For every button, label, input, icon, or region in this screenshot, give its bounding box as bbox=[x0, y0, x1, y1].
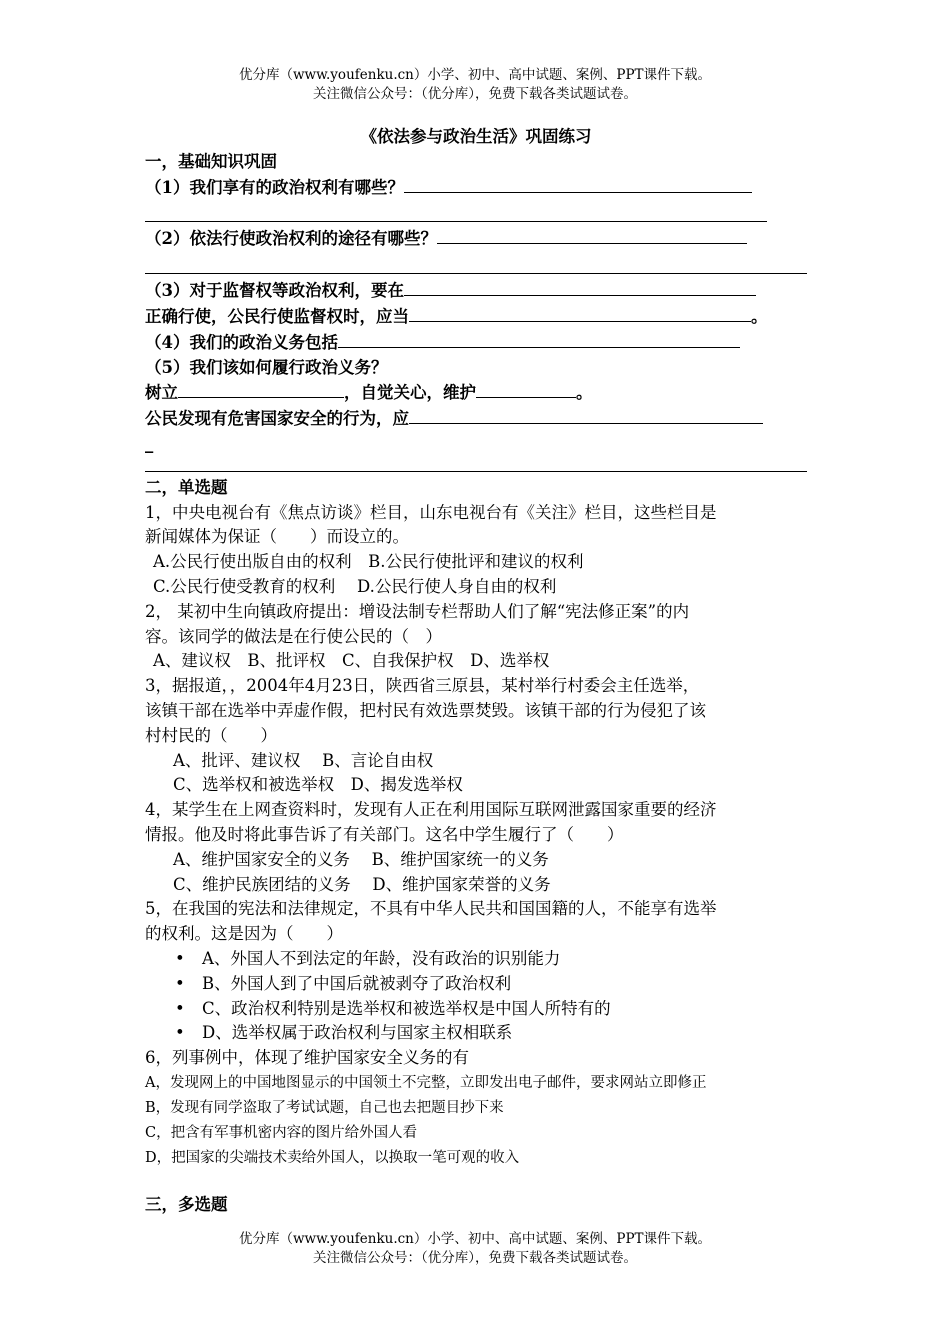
answer-line[interactable] bbox=[145, 200, 767, 222]
answer-line[interactable] bbox=[145, 252, 807, 274]
question-2-6-option-c[interactable]: C，把含有军事机密内容的图片给外国人看 bbox=[145, 1124, 418, 1141]
question-2-5-option-a[interactable] bbox=[145, 947, 807, 972]
answer-blank[interactable] bbox=[437, 226, 747, 244]
question-2-3-line-3: 村村民的（ ） bbox=[145, 725, 277, 745]
question-text: 正确行使，公民行使监督权时，应当 bbox=[145, 306, 409, 326]
punctuation: 。 bbox=[751, 306, 768, 326]
question-1-1 bbox=[145, 175, 807, 201]
option-text: C、政治权利特别是选举权和被选举权是中国人所特有的 bbox=[202, 998, 611, 1018]
question-2-3-line-2: 该镇干部在选举中弄虚作假，把村民有效选票焚毁。该镇干部的行为侵犯了该 bbox=[145, 700, 706, 720]
answer-blank[interactable] bbox=[476, 380, 576, 398]
option-text: A、外国人不到法定的年龄，没有政治的识别能力 bbox=[202, 948, 561, 968]
answer-blank[interactable] bbox=[409, 406, 763, 424]
question-2-2-line-2: 容。该同学的做法是在行使公民的（ ） bbox=[145, 626, 442, 646]
document-body bbox=[145, 125, 807, 1218]
section-1-heading: 一，基础知识巩固 bbox=[145, 151, 277, 171]
question-2-2-line-1: 2， 某初中生向镇政府提出：增设法制专栏帮助人们了解“宪法修正案”的内 bbox=[145, 601, 690, 621]
question-text: （4）我们的政治义务包括 bbox=[145, 332, 338, 352]
answer-blank[interactable] bbox=[404, 175, 752, 193]
stray-underscore: _ bbox=[145, 433, 154, 453]
question-1-5-line-b bbox=[145, 406, 807, 432]
question-2-2-options[interactable]: A、建议权 B、批评权 C、自我保护权 D、选举权 bbox=[153, 651, 550, 671]
question-2-3-options-2[interactable]: C、选举权和被选举权 D、揭发选举权 bbox=[173, 775, 463, 795]
question-2-1-options-1[interactable]: A.公民行使出版自由的权利 B.公民行使批评和建议的权利 bbox=[153, 552, 584, 572]
answer-line[interactable] bbox=[145, 457, 807, 472]
question-2-5-line-2: 的权利。这是因为（ ） bbox=[145, 924, 343, 944]
question-text: （1）我们享有的政治权利有哪些？ bbox=[145, 177, 404, 197]
question-text: （2）依法行使政治权利的途径有哪些？ bbox=[145, 229, 437, 249]
question-1-4 bbox=[145, 330, 807, 356]
question-2-1-line-2: 新闻媒体为保证（ ）而设立的。 bbox=[145, 527, 409, 547]
question-2-3-line-1: 3，据报道，，2004年4月23日，陕西省三原县，某村举行村委会主任选举， bbox=[145, 676, 700, 696]
answer-blank[interactable] bbox=[409, 304, 751, 322]
punctuation: 。 bbox=[576, 383, 593, 403]
question-text: 公民发现有危害国家安全的行为，应 bbox=[145, 409, 409, 429]
option-text: D、选举权属于政治权利与国家主权相联系 bbox=[202, 1023, 513, 1043]
section-3-heading: 三，多选题 bbox=[145, 1194, 228, 1214]
question-text: ，自觉关心，维护 bbox=[344, 383, 476, 403]
question-2-4-options-2[interactable]: C、维护民族团结的义务 D、维护国家荣誉的义务 bbox=[173, 874, 551, 894]
question-2-1-options-2[interactable]: C.公民行使受教育的权利 D.公民行使人身自由的权利 bbox=[153, 576, 557, 596]
question-2-6-option-d[interactable]: D，把国家的尖端技术卖给外国人，以换取一笔可观的收入 bbox=[145, 1149, 520, 1166]
question-2-4-line-2: 情报。他及时将此事告诉了有关部门。这名中学生履行了（ ） bbox=[145, 824, 624, 844]
answer-blank[interactable] bbox=[178, 380, 344, 398]
question-text: （3）对于监督权等政治权利，要在 bbox=[145, 281, 404, 301]
question-2-4-line-1: 4，某学生在上网查资料时，发现有人正在利用国际互联网泄露国家重要的经济 bbox=[145, 800, 717, 820]
question-1-3 bbox=[145, 278, 807, 304]
question-2-1-line-1: 1，中央电视台有《焦点访谈》栏目，山东电视台有《关注》栏目，这些栏目是 bbox=[145, 502, 717, 522]
document-title: 《依法参与政治生活》巩固练习 bbox=[360, 127, 592, 146]
question-1-5-line-a bbox=[145, 380, 807, 406]
page-header bbox=[0, 66, 950, 104]
section-2-heading: 二，单选题 bbox=[145, 477, 228, 497]
question-1-3-cont bbox=[145, 304, 807, 330]
answer-blank[interactable] bbox=[404, 278, 756, 296]
header-line-2: 关注微信公众号：（优分库），免费下载各类试题试卷。 bbox=[313, 86, 637, 102]
option-text: B、外国人到了中国后就被剥夺了政治权利 bbox=[202, 973, 512, 993]
question-2-6-option-a[interactable]: A，发现网上的中国地图显示的中国领土不完整，立即发出电子邮件，要求网站立即修正 bbox=[145, 1074, 707, 1091]
question-1-5: （5）我们该如何履行政治义务？ bbox=[145, 357, 388, 377]
question-2-4-options-1[interactable]: A、维护国家安全的义务 B、维护国家统一的义务 bbox=[173, 849, 549, 869]
footer-line-1: 优分库（www.youfenku.cn）小学、初中、高中试题、案例、PPT课件下载。 bbox=[238, 1231, 712, 1247]
page-footer bbox=[0, 1230, 950, 1268]
header-line-1: 优分库（www.youfenku.cn）小学、初中、高中试题、案例、PPT课件下载。 bbox=[238, 67, 712, 83]
question-2-3-options-1[interactable]: A、批评、建议权 B、言论自由权 bbox=[173, 750, 434, 770]
question-1-2 bbox=[145, 226, 807, 252]
question-2-6-option-b[interactable]: B，发现有同学盗取了考试试题，自己也去把题目抄下来 bbox=[145, 1099, 504, 1116]
question-2-5-option-d[interactable] bbox=[145, 1021, 807, 1046]
question-text: 树立 bbox=[145, 383, 178, 403]
question-2-5-option-c[interactable] bbox=[145, 997, 807, 1022]
question-2-6-line-1: 6，列事例中，体现了维护国家安全义务的有 bbox=[145, 1048, 469, 1068]
question-2-5-line-1: 5，在我国的宪法和法律规定，不具有中华人民共和国国籍的人，不能享有选举 bbox=[145, 899, 717, 919]
answer-blank[interactable] bbox=[338, 330, 740, 348]
question-2-5-option-b[interactable] bbox=[145, 972, 807, 997]
footer-line-2: 关注微信公众号：（优分库），免费下载各类试题试卷。 bbox=[313, 1250, 637, 1266]
